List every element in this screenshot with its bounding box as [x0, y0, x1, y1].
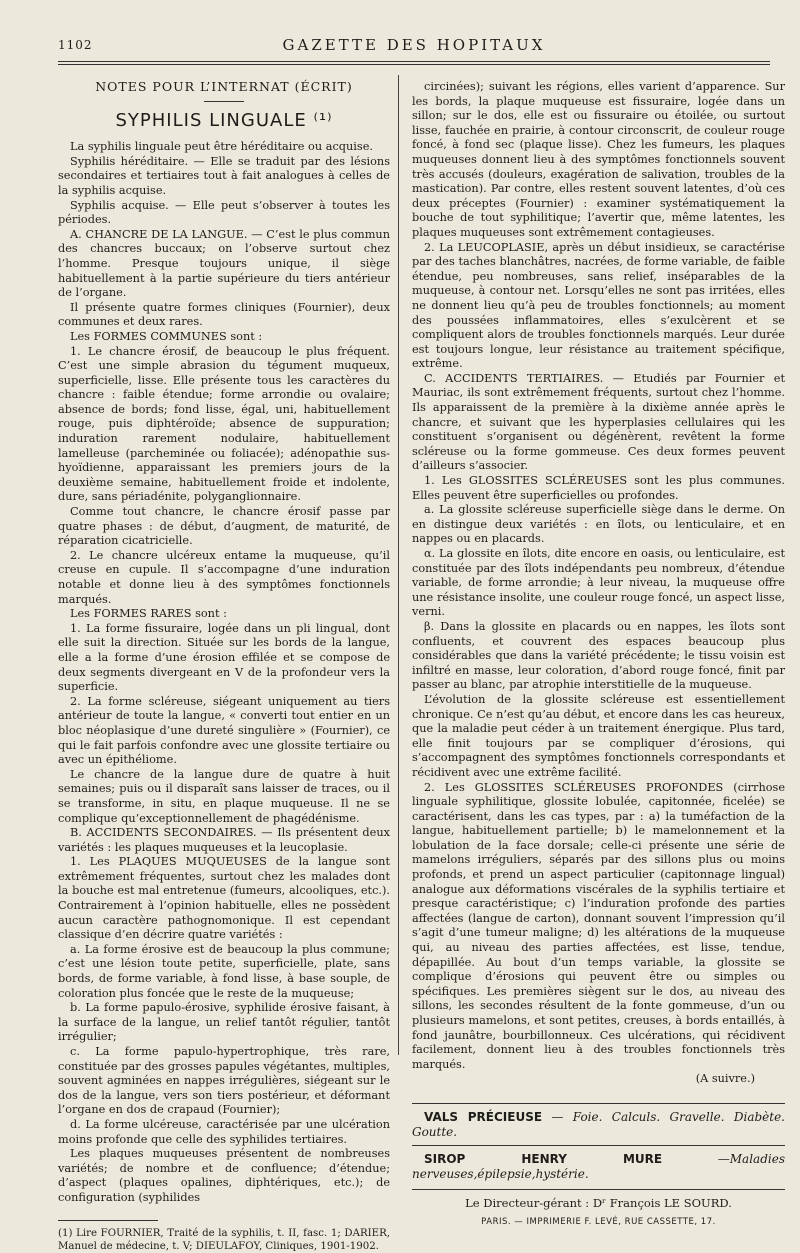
paragraph: 1. Les PLAQUES MUQUEUSES de la langue sont extrêmement fréquentes, surtout chez les malades dont la bouche est mal entretenue (fumeurs, alcooliques, etc.). Contrairement à l’opinion habituelle, elles ne possèdent aucun caractère pathognomonique. Il est cependant classique d’en décrire quatre variétés : [58, 855, 390, 942]
footnote: (1) Lire FOURNIER, Traité de la syphilis, t. II, fasc. 1; DARIER, Manuel de médecine, t. V; DIEULAFOY, Cliniques, 1901-1902. [58, 1227, 390, 1252]
paragraph: c. La forme papulo-hypertrophique, très rare, constituée par des grosses papules végétantes, multiples, souvent agminées en nappes irrégulières, siégeant sur le dos de la langue, vers son tiers postérieur, et déformant l’organe en dos de crapaud (Fournier); [58, 1045, 390, 1117]
left-paragraphs [58, 140, 390, 1205]
printer-line: PARIS. — IMPRIMERIE F. LEVÉ, RUE CASSETTE, 17. [481, 1216, 716, 1227]
advertisement-vals [412, 1110, 785, 1139]
section-heading: NOTES POUR L’INTERNAT (ÉCRIT) [95, 79, 353, 94]
right-paragraphs [412, 80, 785, 1072]
paragraph: B. ACCIDENTS SECONDAIRES. — Ils présentent deux variétés : les plaques muqueuses et la leucoplasie. [58, 826, 390, 854]
paragraph: a. La glossite scléreuse superficielle siège dans le derme. On en distingue deux variétés : en îlots, ou lenticulaire, et en nappes ou en placards. [412, 503, 785, 546]
header-rule [58, 61, 770, 62]
advertisement-sirop [412, 1152, 785, 1181]
paragraph: La syphilis linguale peut être héréditaire ou acquise. [70, 140, 373, 154]
ad-brand-sirop: SIROP HENRY MURE [424, 1152, 663, 1167]
paragraph: 2. La LEUCOPLASIE, après un début insidieux, se caractérise par des taches blanchâtres, nacrées, de forme variable, de faible étendue, peu nombreuses, sans relief, inséparables de la muqueuse, à contour net. Lorsqu’elles ne sont pas irritées, elles ne donnent lieu qu’à peu de troubles fonctionnels; au moment des poussées inflammatoires, elles s’exulcèrent et se compliquent alors de troubles fonctionnels marqués. Leur durée est toujours longue, leur résistance au traitement spécifique, extrême. [412, 240, 785, 371]
article-title: SYPHILIS LINGUALE ⁽¹⁾ [115, 109, 333, 131]
column-separator [398, 75, 399, 1055]
paragraph: b. La forme papulo-érosive, syphilide érosive faisant, à la surface de la langue, un relief tantôt régulier, tantôt irrégulier; [58, 1001, 390, 1044]
paragraph: 1. La forme fissuraire, logée dans un pli lingual, dont elle suit la direction. Située sur les bords de la langue, elle a la forme d’une érosion effilée et se compose de deux segments divergeant en V de la profondeur vers la superficie. [58, 621, 390, 694]
ad-rule [412, 1103, 785, 1104]
paragraph: circinées); suivant les régions, elles varient d’apparence. Sur les bords, la plaque muqueuse est fissuraire, logée dans un sillon; sur le dos, elle est ou fissuraire ou étoilée, ou surtout lisse, fauchée en prairie, à contour circonscrit, de couleur rouge foncé, à fond sec (plaque lisse). Chez les fumeurs, les plaques muqueuses donnent lieu à des symptômes fonctionnels souvent très accusés (douleurs, exagération de salivation, troubles de la mastication). Par contre, elles restent souvent latentes, d’où ces deux préceptes (Fournier) : examiner systématiquement la bouche de tout syphilitique; l’avertir que, même latentes, les plaques muqueuses sont extrêmement contagieuses. [412, 80, 785, 239]
paragraph: Syphilis héréditaire. — Elle se traduit par des lésions secondaires et tertiaires tout à fait analogues à celles de la syphilis acquise. [58, 154, 390, 197]
page-number: 1102 [58, 38, 93, 52]
ad-text-vals: — Foie. Calculs. Gravelle. Diabète. Goutte. [412, 1109, 785, 1139]
paragraph: d. La forme ulcéreuse, caractérisée par une ulcération moins profonde que celle des syphilides tertiaires. [58, 1117, 390, 1146]
paragraph: a. La forme érosive est de beaucoup la plus commune; c’est une lésion toute petite, superficielle, plate, sans bords, de forme variable, à fond lisse, à base souple, de coloration plus foncée que le reste de la muqueuse; [58, 942, 390, 1000]
ad-rule-2 [412, 1145, 785, 1146]
paragraph: C. ACCIDENTS TERTIAIRES. — Etudiés par Fournier et Mauriac, ils sont extrêmement fréquents, surtout chez l’homme. Ils apparaissent de la première à la dixième année après le chancre, et suivant que les hyperplasies cellulaires qui les constituent s’organisent ou dégénèrent, revêtent la forme scléreuse ou la forme gommeuse. Ces deux formes peuvent d’ailleurs s’associer. [412, 371, 785, 473]
paragraph: Comme tout chancre, le chancre érosif passe par quatre phases : de début, d’augment, de maturité, de réparation cicatricielle. [58, 505, 390, 548]
header-rule-double [58, 64, 770, 65]
page-header [58, 38, 770, 60]
paragraph: 1. Les GLOSSITES SCLÉREUSES sont les plus communes. Elles peuvent être superficielles ou profondes. [412, 474, 785, 502]
director-rule [412, 1189, 785, 1190]
ad-brand-vals: VALS PRÉCIEUSE [424, 1109, 543, 1124]
paragraph: Les plaques muqueuses présentent de nombreuses variétés; de nombre et de confluence; d’étendue; d’aspect (plaques opalines, diphtériques, etc.); de configuration (syphilides [58, 1147, 390, 1204]
paragraph: α. La glossite en îlots, dite encore en oasis, ou lenticulaire, est constituée par des îlots indépendants peu nombreux, d’étendue variable, de forme arrondie; à leur niveau, la muqueuse offre une résistance insolite, une couleur rouge foncé, un aspect lisse, verni. [412, 547, 785, 619]
paragraph: A. CHANCRE DE LA LANGUE. — C’est le plus commun des chancres buccaux; on l’observe surtout chez l’homme. Presque toujours unique, il siège habituellement à la partie supérieure du tiers antérieur de l’organe. [58, 227, 390, 300]
paragraph: Les FORMES RARES sont : [70, 607, 227, 621]
paragraph: Il présente quatre formes cliniques (Fournier), deux communes et deux rares. [58, 300, 390, 329]
paragraph: β. Dans la glossite en placards ou en nappes, les îlots sont confluents, et couvrent des espaces beaucoup plus considérables que dans la variété précédente; le tissu voisin est infiltré en masse, leur coloration, d’abord rouge foncé, finit par passer au blanc, par atrophie interstitielle de la muqueuse. [412, 619, 785, 692]
paragraph: 1. Le chancre érosif, de beaucoup le plus fréquent. C’est une simple abrasion du tégument muqueux, superficielle, lisse. Elle présente tous les caractères du chancre : faible étendue; forme arrondie ou ovalaire; absence de bords; fond lisse, égal, uni, habituellement rouge, puis diphtéroïde; absence de suppuration; induration rarement nodulaire, habituellement lamelleuse (parcheminée ou foliacée); adénopathie sus-hyoïdienne, apparaissant les premiers jours de la deuxième semaine, habituellement froide et indolente, dure, sans périadénite, polyganglionnaire. [58, 344, 390, 504]
director-line: Le Directeur-gérant : Dʳ François LE SOURD. [465, 1196, 732, 1211]
paragraph: Les FORMES COMMUNES sont : [70, 329, 263, 343]
heading-rule [204, 101, 244, 102]
paragraph: Syphilis acquise. — Elle peut s’observer à toutes les périodes. [58, 198, 390, 227]
paragraph: 2. Le chancre ulcéreux entame la muqueuse, qu’il creuse en cupule. Il s’accompagne d’une induration notable et donne lieu à des symptômes fonctionnels marqués. [58, 548, 390, 606]
continued-note: (A suivre.) [695, 1072, 755, 1086]
ad-text-sirop: —Maladies nerveuses,épilepsie,hystérie. [412, 1152, 785, 1181]
right-column [412, 80, 785, 1230]
running-title: GAZETTE DES HOPITAUX [282, 36, 546, 54]
paragraph: 2. Les GLOSSITES SCLÉREUSES PROFONDES (cirrhose linguale syphilitique, glossite lobulée, capitonnée, ficelée) se caractérisent, dans les cas types, par : a) la tuméfaction de la langue, habituellement partielle; b) le mamelonnement et la lobulation de la face dorsale; celle-ci présente une série de mamelons irréguliers, séparés par des sillons plus ou moins profonds, et prend un aspect particulier (capitonnage lingual) analogue aux déformations viscérales de la syphilis tertiaire et presque caractéristique; c) l’induration profonde des parties affectées (langue de carton), donnant souvent l’impression qu’il s’agit d’une tumeur maligne; d) les altérations de la muqueuse qui, au niveau des parties affectées, est lisse, tendue, dépapillée. Au bout d’un temps variable, la glossite se complique d’érosions qui peuvent être ou simples ou spécifiques. Les premières siègent sur le dos, au niveau des sillons, les secondes résultent de la fonte gommeuse, d’un ou plusieurs mamelons, et sont petites, creuses, à bords entaillés, à fond jaunâtre, bourbillonneux. Ces ulcérations, qui récidivent facilement, donnent lieu à des troubles fonctionnels très marqués. [412, 780, 785, 1071]
paragraph: L’évolution de la glossite scléreuse est essentiellement chronique. Ce n’est qu’au début, et encore dans les cas heureux, que la maladie peut céder à un traitement énergique. Plus tard, elle finit toujours par se compliquer d’érosions, qui s’accompagnent des symptômes fonctionnels correspondants et récidivent avec une extrême facilité. [412, 692, 785, 779]
left-column [58, 80, 390, 1253]
paragraph: 2. La forme scléreuse, siégeant uniquement au tiers antérieur de toute la langue, « converti tout entier en un bloc néoplasique d’une dureté singulière » (Fournier), ce qui le fait parfois confondre avec une glossite tertiaire ou avec un épithéliome. [58, 694, 390, 767]
footnote-rule [58, 1220, 158, 1221]
paragraph: Le chancre de la langue dure de quatre à huit semaines; puis ou il disparaît sans laisser de traces, ou il se transforme, in situ, en plaque muqueuse. Il ne se complique qu’exceptionnellement de phagédénisme. [58, 767, 390, 825]
